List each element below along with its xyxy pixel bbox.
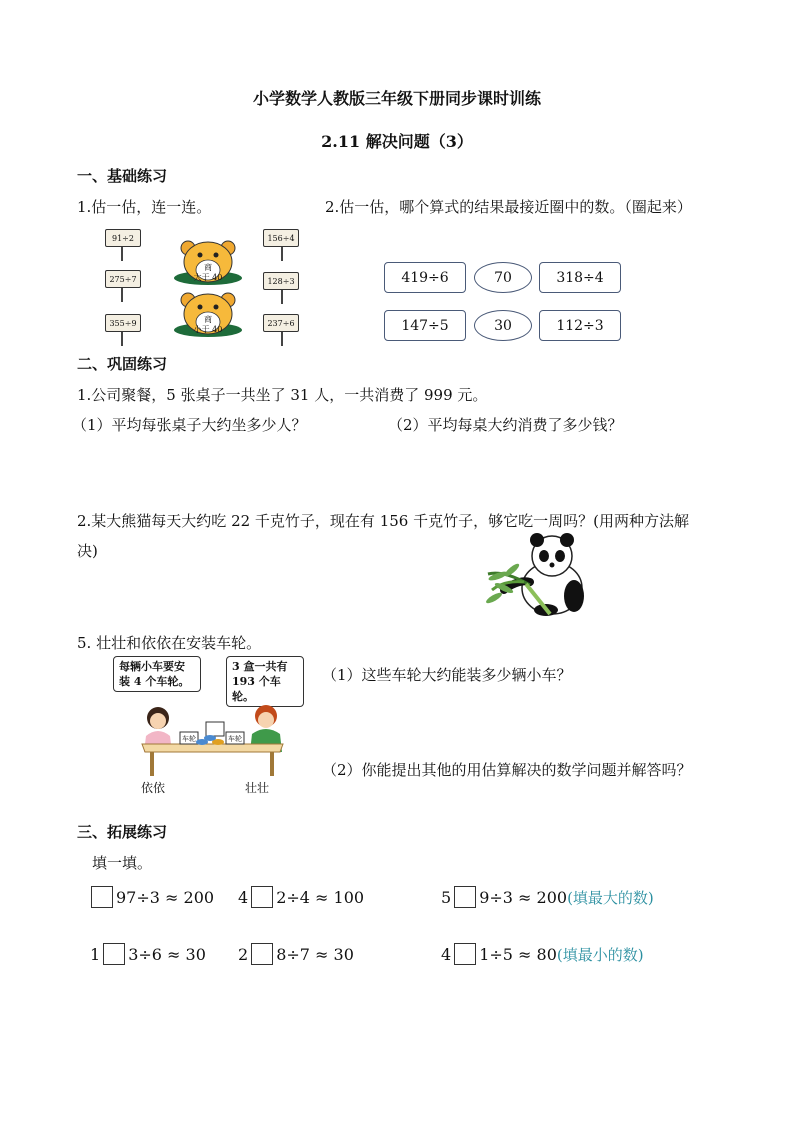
fill-item-r2a	[90, 943, 206, 965]
fill-hint-max: (填最大的数)	[567, 888, 654, 907]
page-title: 小学数学人教版三年级下册同步课时训练	[252, 89, 541, 108]
kids-table-illustration	[140, 700, 285, 778]
speech-bubble-left	[113, 656, 201, 692]
fill-expression: 8÷7 ≈ 30	[276, 944, 354, 964]
sign-left-3[interactable]: 355÷9	[105, 314, 141, 332]
expression-box-112-3[interactable]: 112÷3	[539, 310, 621, 341]
fill-expression: 97÷3 ≈ 200	[116, 887, 215, 907]
fill-instruction: 填一填。	[92, 854, 153, 872]
sign-right-3[interactable]: 237÷6	[263, 314, 299, 332]
sign-post	[281, 245, 283, 261]
target-oval-70[interactable]: 70	[474, 262, 532, 293]
question-wheels-sub2: （2）你能提出其他的用估算解决的数学问题并解答吗？	[322, 761, 692, 779]
sign-right-2[interactable]: 128÷3	[263, 272, 299, 290]
fill-item-r1b	[238, 886, 364, 908]
speech-bubble-left-line1: 每辆小车要安	[119, 660, 185, 673]
fill-prefix: 4	[238, 887, 249, 907]
bear-top-line1: 商	[204, 263, 212, 272]
sign-post	[281, 288, 283, 304]
question-2-label: 2.估一估，哪个算式的结果最接近圈中的数。（圈起来）	[325, 198, 692, 216]
question-dinner-sub2: （2）平均每桌大约消费了多少钱？	[388, 416, 623, 434]
fill-blank[interactable]	[103, 943, 125, 965]
panda-icon	[484, 530, 598, 616]
fill-blank[interactable]	[251, 943, 273, 965]
name-yiyi: 依依	[141, 781, 166, 795]
fill-blank[interactable]	[454, 886, 476, 908]
speech-bubble-left-line2: 装 4 个车轮。	[119, 675, 190, 688]
bear-bottom-line1: 商	[204, 315, 212, 324]
question-panda-line1: 2.某大熊猫每天大约吃 22 千克竹子，现在有 156 千克竹子，够它吃一周吗？(用两种方法解	[77, 512, 689, 530]
fill-prefix: 2	[238, 944, 249, 964]
fill-item-r1a	[88, 886, 214, 908]
section-heading-basic: 一、基础练习	[77, 167, 168, 185]
question-wheels-sub1: （1）这些车轮大约能装多少辆小车？	[322, 666, 572, 684]
fill-expression: 2÷4 ≈ 100	[276, 887, 365, 907]
speech-bubble-right-line1: 3 盒一共有	[232, 660, 288, 673]
sign-post	[121, 245, 123, 261]
sign-post	[121, 330, 123, 346]
fill-expression: 9÷3 ≈ 200	[479, 887, 568, 907]
question-1-label: 1.估一估，连一连。	[77, 198, 212, 216]
fill-item-r1c	[441, 886, 654, 908]
fill-prefix: 4	[441, 944, 452, 964]
fill-prefix: 1	[90, 944, 101, 964]
fill-expression: 1÷5 ≈ 80	[479, 944, 557, 964]
fill-blank[interactable]	[454, 943, 476, 965]
fill-hint-min: (填最小的数)	[556, 945, 644, 964]
section-heading-consolidation: 二、巩固练习	[77, 355, 168, 373]
section-heading-extension: 三、拓展练习	[77, 823, 168, 841]
fill-blank[interactable]	[251, 886, 273, 908]
question-wheels: 5. 壮壮和依依在安装车轮。	[77, 634, 262, 652]
fill-expression: 3÷6 ≈ 30	[128, 944, 206, 964]
box-label-left: 车轮	[182, 735, 196, 743]
lesson-subtitle: 2.11 解决问题（3）	[321, 132, 473, 151]
fill-item-r2c	[441, 943, 644, 965]
sign-left-2[interactable]: 275÷7	[105, 270, 141, 288]
expression-box-318-4[interactable]: 318÷4	[539, 262, 621, 293]
bear-top-line2: 大于 40	[193, 273, 223, 282]
fill-blank[interactable]	[91, 886, 113, 908]
fill-prefix: 5	[441, 887, 452, 907]
box-label-right: 车轮	[228, 735, 242, 743]
fill-item-r2b	[238, 943, 354, 965]
sign-left-1[interactable]: 91÷2	[105, 229, 141, 247]
question-dinner-sub1: （1）平均每张桌子大约坐多少人？	[72, 416, 307, 434]
speech-bubble-right-line2: 193 个车轮。	[232, 675, 281, 703]
sign-post	[121, 286, 123, 302]
expression-box-147-5[interactable]: 147÷5	[384, 310, 466, 341]
target-oval-30[interactable]: 30	[474, 310, 532, 341]
expression-box-419-6[interactable]: 419÷6	[384, 262, 466, 293]
sign-post	[281, 330, 283, 346]
question-panda-line2: 决)	[77, 542, 98, 560]
name-zhuangzhuang: 壮壮	[245, 781, 270, 795]
bear-bottom-line2: 小于 40	[193, 325, 223, 334]
question-dinner: 1.公司聚餐，5 张桌子一共坐了 31 人，一共消费了 999 元。	[77, 386, 488, 404]
sign-right-1[interactable]: 156÷4	[263, 229, 299, 247]
